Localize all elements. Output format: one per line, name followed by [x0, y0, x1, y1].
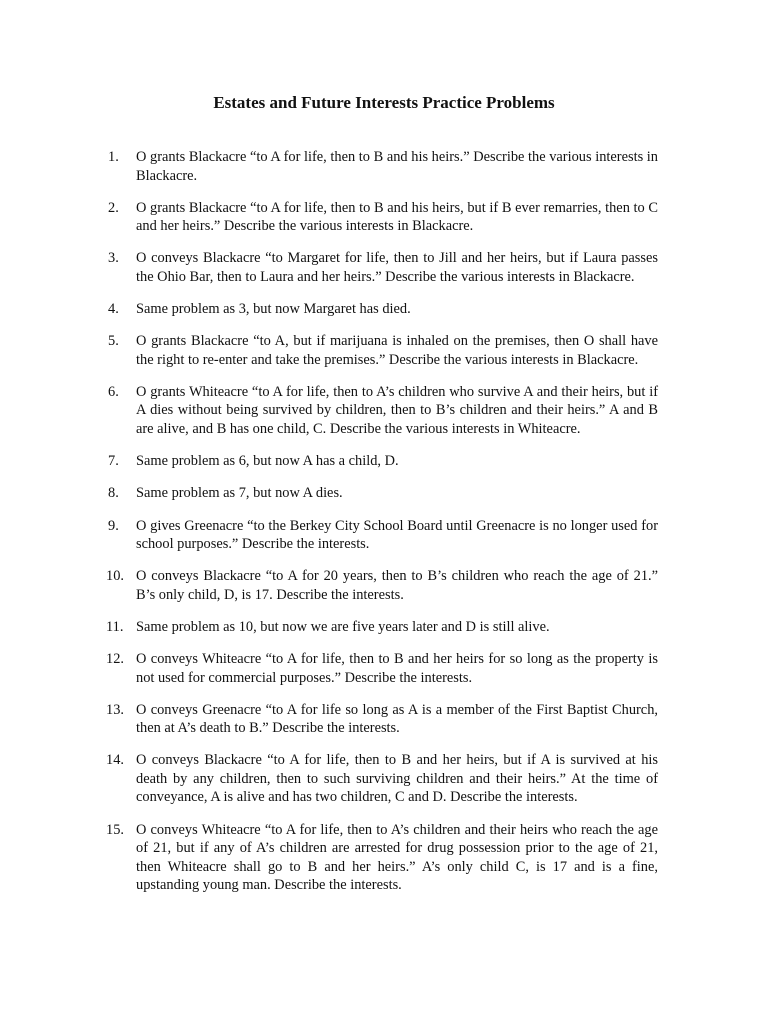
problem-item — [108, 484, 658, 503]
problem-text: O conveys Greenacre “to A for life so long as A is a member of the First Baptist Church, then at A’s death to B.” Describe the interests. — [136, 701, 658, 737]
problem-item — [108, 300, 658, 319]
problem-text: Same problem as 6, but now A has a child, D. — [136, 453, 399, 470]
problem-text: O conveys Whiteacre “to A for life, then to A’s children and their heirs who reach the age of 21, but if any of A’s children are arrested for drug possession prior to the age of 21, then Whiteacre shall go to B and her heirs.” A’s only child C, is 17 and is a fine, upstanding young man. Describe the interests. — [136, 821, 658, 894]
problem-number: 5. — [108, 333, 119, 350]
problem-text: O conveys Whiteacre “to A for life, then to B and her heirs for so long as the property is not used for commercial purposes.” Describe the interests. — [136, 651, 658, 686]
problem-number: 7. — [108, 453, 119, 470]
problem-list — [108, 148, 658, 908]
problem-number: 3. — [108, 250, 119, 267]
problem-item — [108, 148, 658, 185]
problem-number: 15. — [106, 821, 124, 838]
problem-text: Same problem as 7, but now A dies. — [136, 485, 343, 502]
problem-item — [108, 199, 658, 236]
problem-text: O grants Blackacre “to A for life, then to B and his heirs.” Describe the various interests in Blackacre. — [136, 149, 658, 184]
problem-item — [108, 650, 658, 687]
problem-number: 9. — [108, 517, 119, 534]
problem-item — [108, 517, 658, 554]
problem-number: 1. — [108, 149, 119, 165]
problem-number: 12. — [106, 651, 124, 668]
problem-item — [108, 821, 658, 895]
problem-text: Same problem as 3, but now Margaret has died. — [136, 301, 411, 318]
problem-number: 4. — [108, 301, 119, 318]
problem-number: 11. — [106, 618, 124, 635]
problem-number: 13. — [106, 701, 124, 718]
problem-text: Same problem as 10, but now we are five years later and D is still alive. — [136, 618, 550, 635]
problem-number: 10. — [106, 568, 124, 585]
problem-text: O grants Whiteacre “to A for life, then to A’s children who survive A and their heirs, but if A dies without being survived by children, then to B’s children and their heirs.” A and B are alive, and B has one child, C. Describe the various interests in Whiteacre. — [136, 383, 658, 437]
problem-item — [108, 249, 658, 286]
problem-number: 6. — [108, 383, 119, 400]
problem-item — [108, 618, 658, 637]
problem-text: O gives Greenacre “to the Berkey City School Board until Greenacre is no longer used for school purposes.” Describe the interests. — [136, 517, 658, 552]
problem-item — [108, 567, 658, 604]
problem-item — [108, 452, 658, 471]
problem-text: O conveys Blackacre “to A for life, then to B and her heirs, but if A is survived at his death by any children, then to such surviving children and their heirs.” At the time of conveyance, A is alive and has two children, C and D. Describe the interests. — [136, 752, 658, 806]
problem-text: O conveys Blackacre “to Margaret for life, then to Jill and her heirs, but if Laura passes the Ohio Bar, then to Laura and her heirs.” Describe the various interests in Blackacre. — [136, 250, 658, 285]
problem-item — [108, 701, 658, 738]
problem-item — [108, 383, 658, 439]
problem-text: O conveys Blackacre “to A for 20 years, then to B’s children who reach the age of 21.” B’s only child, D, is 17. Describe the interests. — [136, 568, 658, 603]
problem-number: 14. — [106, 752, 124, 769]
problem-text: O grants Blackacre “to A, but if marijuana is inhaled on the premises, then O shall have the right to re-enter and take the premises.” Describe the various interests in Blackacre. — [136, 333, 658, 368]
document-title: Estates and Future Interests Practice Problems — [213, 93, 555, 112]
problem-text: O grants Blackacre “to A for life, then to B and his heirs, but if B ever remarries, then to C and her heirs.” Describe the various interests in Blackacre. — [136, 199, 658, 235]
problem-number: 8. — [108, 485, 119, 502]
problem-item — [108, 332, 658, 369]
problem-number: 2. — [108, 199, 119, 216]
problem-item — [108, 751, 658, 807]
